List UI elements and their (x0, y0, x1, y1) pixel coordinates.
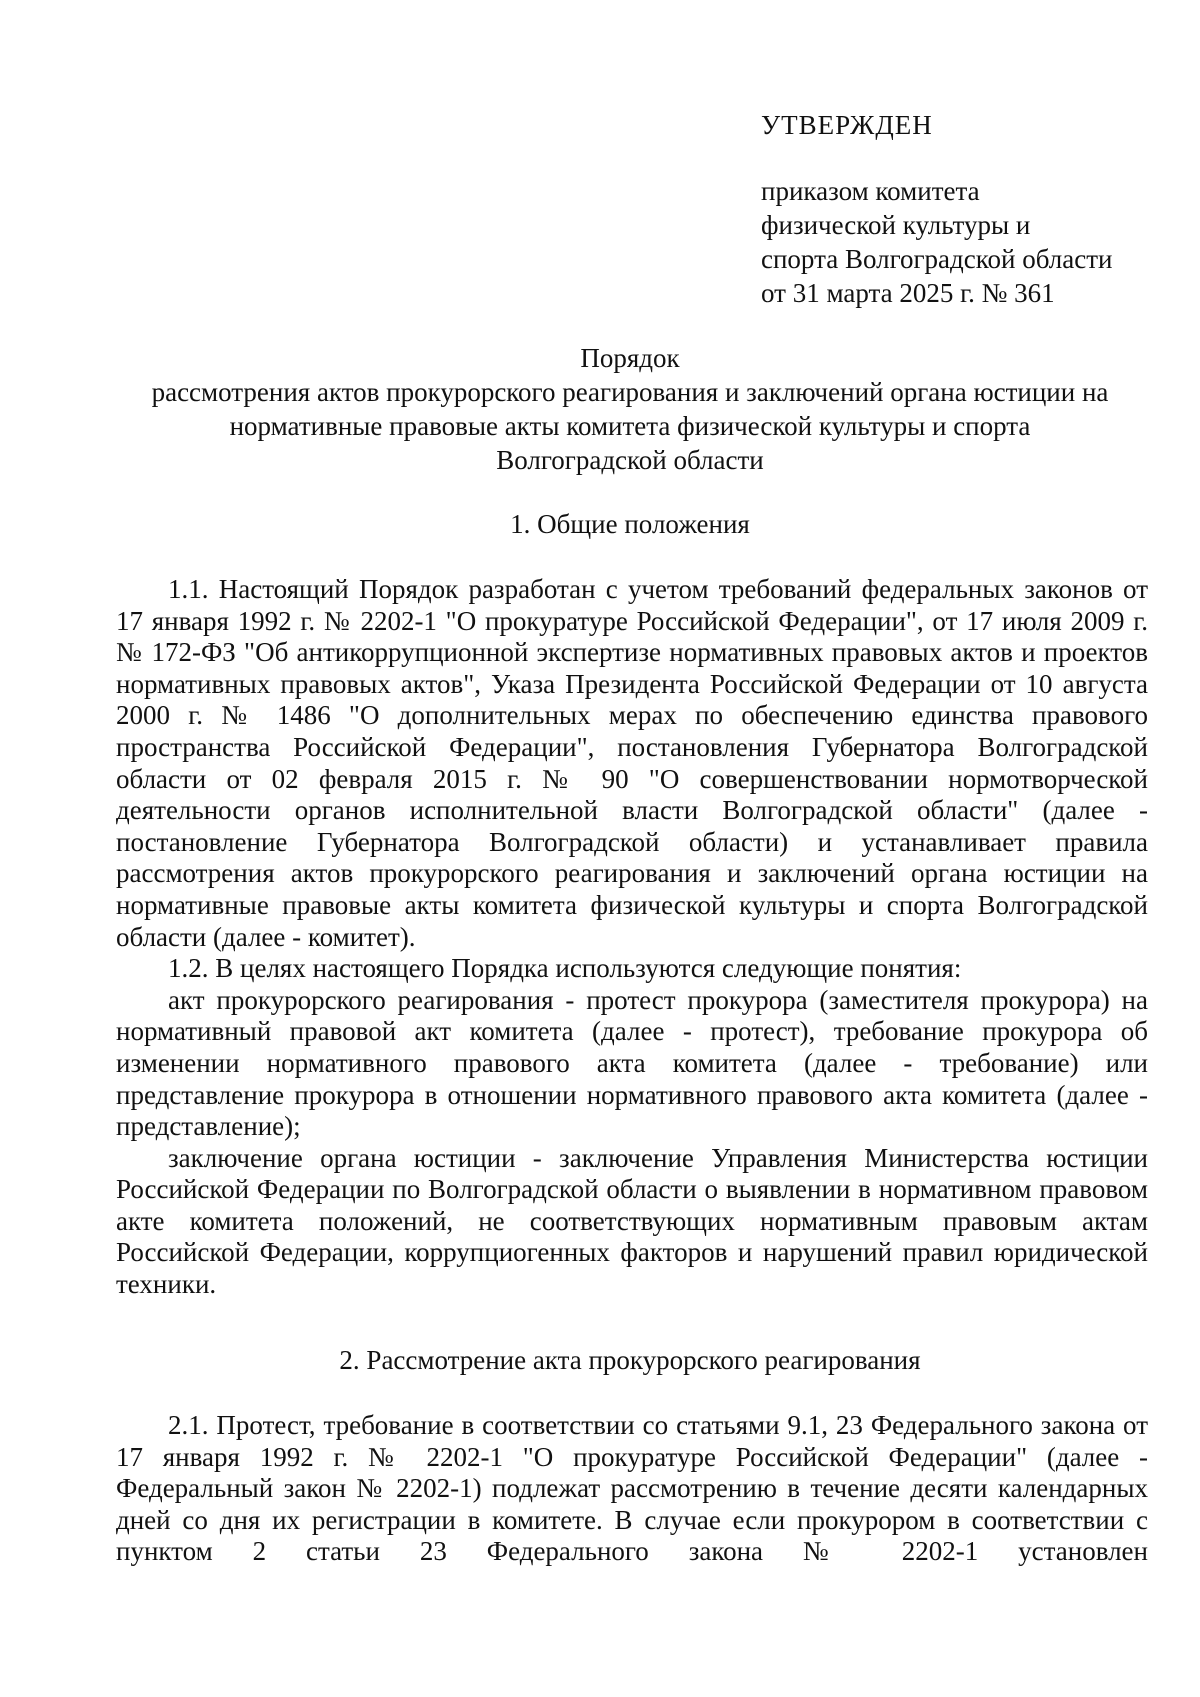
section-heading: 1. Общие положения (510, 509, 750, 539)
paragraph: 1.1. Настоящий Порядок разработан с учетом требований федеральных законов от 17 января 1992 г. № 2202-1 "О прокуратуре Российской Федерации", от 17 июля 2009 г. № 172-ФЗ "Об антикоррупционной экспертизе нормативных правовых актов и проектов нормативных правовых актов", Указа Президента Российской Федерации от 10 августа 2000 г. № 1486 "О дополнительных мерах по обеспечению единства правового пространства Российской Федерации", постановления Губернатора Волгоградской области от 02 февраля 2015 г. № 90 "О совершенствовании нормотворческой деятельности органов исполнительной власти Волгоградской области" (далее - постановление Губернатора Волгоградской области) и устанавливает правила рассмотрения актов прокурорского реагирования и заключений органа юстиции на нормативные правовые акты комитета физической культуры и спорта Волгоградской области (далее - комитет). (116, 574, 1148, 952)
section-body (116, 574, 1148, 1301)
paragraph: заключение органа юстиции - заключение Управления Министерства юстиции Российской Федерации по Волгоградской области о выявлении в нормативном правовом акте комитета положений, не соответствующих нормативным правовым актам Российской Федерации, коррупциогенных факторов и нарушений правил юридической техники. (116, 1142, 1148, 1300)
approval-line: приказом комитета (761, 176, 980, 206)
title-line: Порядок (580, 343, 680, 373)
section-heading: 2. Рассмотрение акта прокурорского реагирования (339, 1345, 921, 1375)
approval-line: спорта Волгоградской области (761, 244, 1113, 274)
title-line: нормативные правовые акты комитета физической культуры и спорта (229, 411, 1031, 441)
title-line: рассмотрения актов прокурорского реагирования и заключений органа юстиции на (151, 377, 1109, 407)
document-title (100, 341, 1160, 477)
paragraph: акт прокурорского реагирования - протест прокурора (заместителя прокурора) на нормативный правовой акт комитета (далее - протест), требование прокурора об изменении нормативного правового акта комитета (далее - требование) или представление прокурора в отношении нормативного правового акта комитета (далее - представление); (116, 984, 1148, 1142)
approval-stamp (761, 108, 1181, 310)
paragraph: 2.1. Протест, требование в соответствии со статьями 9.1, 23 Федерального закона от 17 января 1992 г. № 2202-1 "О прокуратуре Российской Федерации" (далее - Федеральный закон № 2202-1) подлежат рассмотрению в течение десяти календарных дней со дня их регистрации в комитете. В случае если прокурором в соответствии с пунктом 2 статьи 23 Федерального закона № 2202-1 установлен (116, 1410, 1148, 1567)
section-body (116, 1410, 1148, 1568)
title-line: Волгоградской области (496, 445, 764, 475)
paragraph: 1.2. В целях настоящего Порядка используются следующие понятия: (168, 953, 962, 984)
approval-heading: УТВЕРЖДЕН (761, 110, 933, 140)
approval-line: физической культуры и (761, 210, 1031, 240)
approval-line: от 31 марта 2025 г. № 361 (761, 278, 1055, 308)
